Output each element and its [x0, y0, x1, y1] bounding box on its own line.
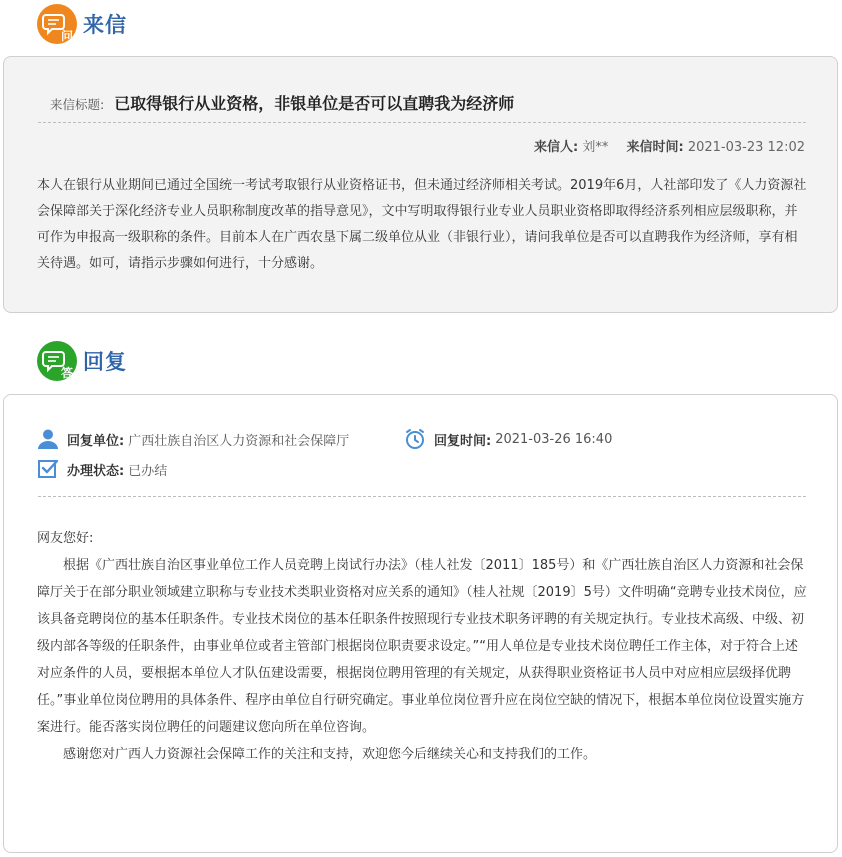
letter-badge-icon: [37, 4, 77, 44]
reply-unit-value: 广西壮族自治区人力资源和社会保障厅: [128, 433, 350, 449]
reply-paragraph-2: 感谢您对广西人力资源社会保障工作的关注和支持，欢迎您今后继续关心和支持我们的工作。: [63, 747, 597, 762]
letter-heading: [37, 4, 127, 44]
reply-badge-char: 答: [61, 366, 74, 380]
reply-section-title: 回复: [83, 349, 127, 374]
reply-time-row: [404, 428, 612, 450]
reply-card: [3, 394, 838, 853]
reply-status-label: 办理状态:: [67, 463, 125, 479]
letter-section-title: 来信: [83, 12, 127, 37]
reply-status-row: [37, 458, 167, 480]
letter-divider: [38, 122, 806, 123]
user-icon: [37, 428, 59, 450]
reply-divider: [38, 496, 806, 497]
reply-time-label: 回复时间:: [434, 433, 492, 449]
letter-time-value: 2021-03-23 12:02: [687, 140, 805, 155]
reply-time-value: 2021-03-26 16:40: [495, 431, 613, 447]
reply-body: [37, 525, 809, 768]
letter-card: [3, 56, 838, 313]
letter-body: 本人在银行从业期间已通过全国统一考试考取银行从业资格证书，但未通过经济师相关考试。2019年6月，人社部印发了《人力资源社会保障部关于深化经济专业人员职称制度改革的指导意见》，文中写明取得银行业专业人员职业资格即取得经济系列相应层级职称，并可作为申报高一级职称的条件。目前本人在广西农垦下属二级单位从业（非银行业），请问我单位是否可以直聘我作为经济师，享有相关待遇。如可，请指示步骤如何进行，十分感谢。: [37, 178, 807, 271]
reply-status-value: 已办结: [128, 463, 168, 479]
letter-title: 已取得银行从业资格，非银单位是否可以直聘我为经济师: [114, 94, 515, 113]
reply-paragraph-1: 根据《广西壮族自治区事业单位工作人员竞聘上岗试行办法》（桂人社发〔2011〕185号）和《广西壮族自治区人力资源和社会保障厅关于在部分职业领域建立职称与专业技术类职业资格对应关系的通知》（桂人社规〔2019〕5号）文件明确“竞聘专业技术岗位，应该具备竞聘岗位的基本任职条件。专业技术岗位的基本任职条件按照现行专业技术职务评聘的有关规定执行。专业技术高级、中级、初级内部各等级的任职条件，由事业单位或者主管部门根据岗位职责要求设定。”“用人单位是专业技术岗位聘任工作主体，对于符合上述对应条件的人员，要根据本单位人才队伍建设需要，根据岗位聘用管理的有关规定，从获得职业资格证书人员中对应相应层级择优聘任。”事业单位岗位聘用的具体条件、程序由单位自行研究确定。事业单位岗位晋升应在岗位空缺的情况下，根据本单位岗位设置实施方案进行。能否落实岗位聘任的问题建议您向所在单位咨询。: [37, 558, 807, 735]
letter-title-row: [50, 91, 514, 114]
reply-unit-row: [37, 428, 349, 450]
reply-greeting: 网友您好:: [37, 531, 94, 546]
reply-unit-label: 回复单位:: [67, 433, 125, 449]
letter-title-label: 来信标题:: [50, 97, 105, 112]
reply-badge-icon: [37, 341, 77, 381]
sender-value: 刘**: [582, 140, 609, 155]
checkbox-icon: [37, 458, 59, 480]
sender-label: 来信人:: [534, 140, 579, 155]
reply-heading: [37, 341, 127, 381]
letter-meta-row: [534, 136, 805, 155]
alarm-clock-icon: [404, 428, 426, 450]
letter-time-label: 来信时间:: [626, 140, 684, 155]
letter-badge-char: 问: [61, 29, 74, 43]
